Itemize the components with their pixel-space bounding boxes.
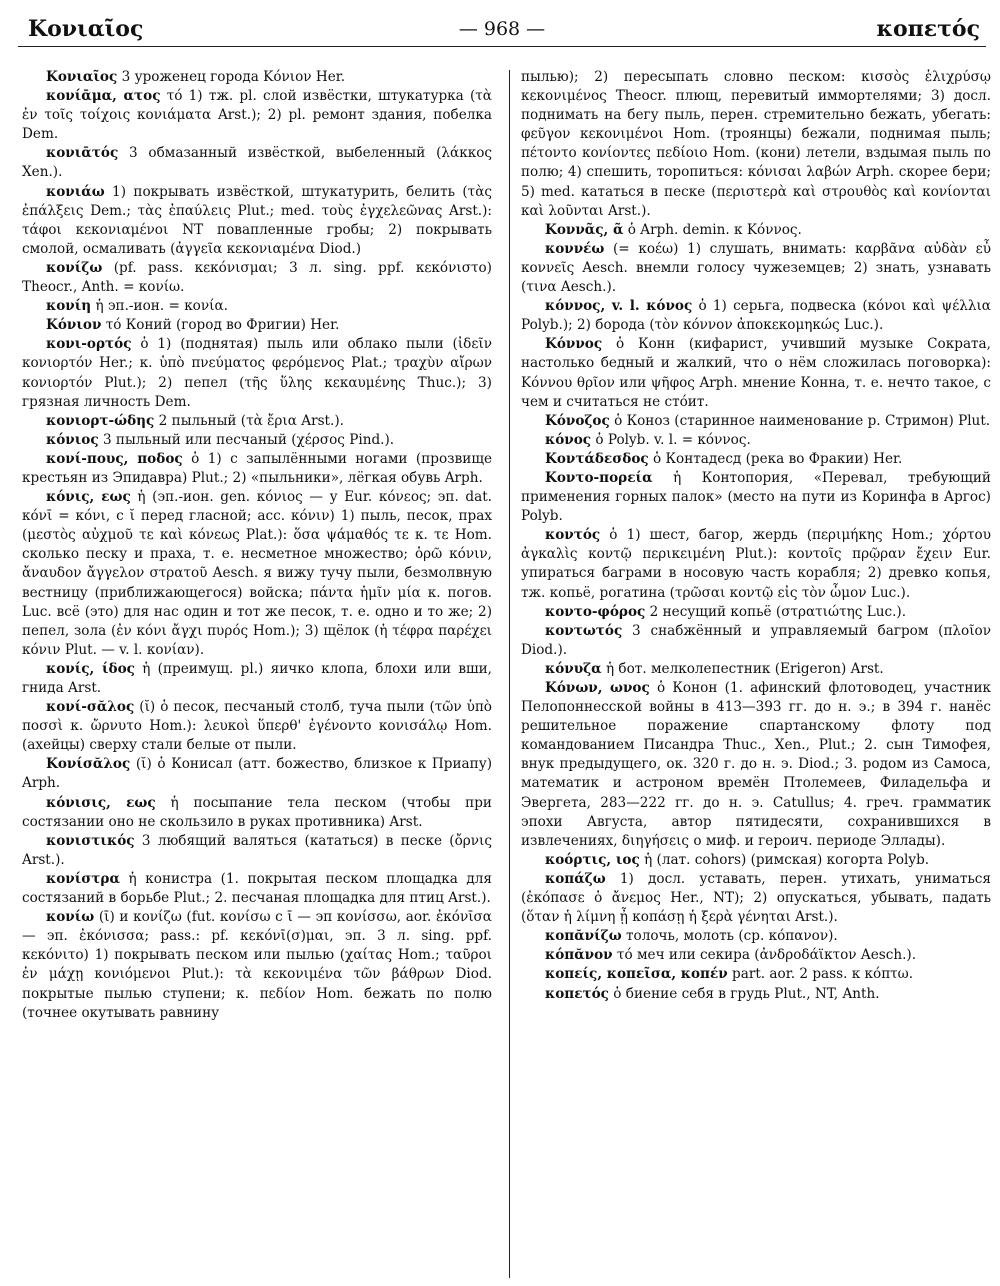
entry-definition: ὁ Конн (кифарист, учивший музыке Сократа, настолько бедный и жалкий, что о нём сложилась поговорка): Κόννου θρῖον или ψῆφος Arph. мнение Конна, т. е. нечто такое, с чем и считаться не стόит. xyxy=(521,336,991,410)
dictionary-entry xyxy=(22,316,492,335)
entry-definition: 1) покрывать извёсткой, штукатурить, белить (τὰς ἐπάλξεις Dem.; τὰς ἐπαύλεις Plut.; med. τοὺς ἐγχελεῶνας Arst.): τάφοι κεκονιαμένοι NT повапленные гробы; 2) покрывать смолой, осмаливать (ἀγγεῖα κεκονιαμένα Diod.) xyxy=(22,183,492,257)
entry-headword: κονίω xyxy=(46,909,95,926)
entry-headword: κόνιος xyxy=(46,431,99,448)
entry-definition: ἡ Контопория, «Перевал, требующий применения горных палок» (место на пути из Коринфа в Аргос) Polyb. xyxy=(521,469,991,525)
entry-definition: ἡ эп.-ион. = κονία. xyxy=(91,298,228,315)
entry-headword: κονιάω xyxy=(46,183,105,200)
entry-definition: (ῐ) ὁ песок, песчаный столб, туча пыли (τῶν ὑπὸ ποσσὶ κ. ὤρνυτο Hom.): λευκοὶ ὕπερθ' ἐγένοντο κονισάλῳ Hom. (ахейцы) сверху стали белые от пыли. xyxy=(22,699,492,754)
entry-definition: ὁ 1) серьга, подвеска (κόνοι καὶ ψέλλια Polyb.); 2) борода (τὸν κόννον ἀποκεκομηκώς Luc.). xyxy=(521,298,991,334)
dictionary-entry xyxy=(521,603,991,622)
dictionary-entry xyxy=(22,870,492,908)
entry-definition: ἡ (преимущ. pl.) яичко клопа, блохи или вши, гнида Arst. xyxy=(22,660,493,696)
dictionary-entry xyxy=(22,259,492,297)
entry-headword: Κονίσᾰλος xyxy=(46,756,131,773)
running-head-left: Κονιαῖος xyxy=(28,16,144,42)
entry-definition: пылью); 2) пересыпать словно песком: κισσὸς ἑλιχρύσῳ κεκονιμένος Theocr. плющ, перевитый иммортелями; 3) досл. поднимать на бегу пыль, перен. стремительно бежать, убегать: φεῦγον κεκονιμένοι Hom. (троянцы) бежали, поднимая пыль; πέτοντο κονίοντες πεδίοιο Hom. (кони) летели, вздымая пыль по полю; 4) спешить, торопиться: κόνισαι λαβών Arph. скорее бери; 5) med. кататься в песке (περιστερὰ καὶ στρουθὸς καὶ κονίονται καὶ λοῦνται Arst.). xyxy=(521,69,991,219)
entry-definition: ἡ конистра (1. покрытая песком площадка для состязаний в борьбе Plut.; 2. песчаная площадка для птиц Arst.). xyxy=(22,870,492,907)
entry-headword: κοπετός xyxy=(545,985,609,1002)
dictionary-entry xyxy=(22,698,492,755)
entry-definition: ὁ 1) (поднятая) пыль или облако пыли (ἰδεῖν κονιορτόν Her.; κ. ὑπὸ πνεύματος φερόμενος Plat.; τραχὺν αἴρων κονιορτόν Plut.); 2) пепел (τῆς ὕλης κεκαυμένης Thuc.); 3) грязная личность Dem. xyxy=(22,336,492,410)
entry-headword: κονιορτ-ώδης xyxy=(46,412,155,429)
entry-headword: κοντο-φόρος xyxy=(545,603,646,620)
page-header xyxy=(18,14,986,47)
dictionary-entry xyxy=(22,68,492,87)
entry-definition: ὁ Arph. demin. к Κόννος. xyxy=(623,221,802,238)
entry-headword: Κοντάδεσδος xyxy=(545,450,649,467)
entry-definition: ὁ Конон (1. афинский флотоводец, участник Пелопоннесской войны в 413—393 гг. до н. э.; в 394 г. нанёс решительное поражение спартанскому флоту под командованием Писандра Thuc., Xen., Plut.; 2. сын Тимофея, внук предыдущего, ок. 320 г. до н. э. Diod.; 3. родом из Самоса, математик и астроном времён Птолемеев, Филадельфа и Эвергета, 283—222 гг. до н. э. Catullus; 4. греч. грамматик эпохи Августа, автор пятидесяти, сохранившихся в извлечениях, διηγήσεις о миф. и героич. периоде Эллады). xyxy=(521,680,991,849)
entry-headword: κονίᾱμα, ατος xyxy=(46,88,161,105)
entry-headword: κόνος xyxy=(545,431,592,448)
entry-headword: κονίστρα xyxy=(46,870,120,887)
entry-definition: ὁ 1) с запылёнными ногами (прозвище крестьян из Эпидавра) Plut.; 2) «пыльники», лёгкая обувь Arph. xyxy=(22,450,492,486)
entry-definition: τό 1) тж. pl. слой извёстки, штукатурка (τὰ ἐν τοῖς τοίχοις κονιάματα Arst.); 2) pl. ремонт здания, побелка Dem. xyxy=(22,88,492,143)
entry-definition: 3 пыльный или песчаный (χέρσος Pind.). xyxy=(98,431,395,448)
entry-headword: κονί-πους, ποδος xyxy=(46,450,183,467)
entry-headword: Κόνων, ωνος xyxy=(545,680,650,696)
entry-definition: 3 снабжённый и управляемый багром (πλοῖον Diod.). xyxy=(521,622,991,658)
entry-headword: κόνις, εως xyxy=(46,489,131,506)
dictionary-entry xyxy=(22,87,492,144)
dictionary-entry xyxy=(521,469,991,526)
dictionary-entry xyxy=(521,240,991,297)
entry-definition: ἡ бот. мелколепестник (Erigeron) Arst. xyxy=(601,660,884,677)
entry-definition: ὁ Контадесд (река во Фракии) Her. xyxy=(648,450,903,467)
entry-definition: ἡ (эп.-ион. gen. κόνιος — у Eur. κόνεος; эп. dat. κόνῑ = κόνι, с ῐ перед гласной; acc. κόνιν) 1) пыль, песок, прах (μεστὸς αὐχμοῦ τε καὶ κόνεως Plat.): ὅσα ψάμαθός τε κ. τε Hom. сколько песку и праха, т. е. несметное множество; ὁρῶ κόνιν, ἄναυδον ἄγγελον στρατοῦ Aesch. я вижу тучу пыли, безмолвную вестницу (приближающегося) войска; πάντα ἡμῖν μία κ. погов. Luc. всё (это) для нас один и тот же песок, т. е. одно и то же; 2) пепел, зола (ἐν κόνι ἄγχι πυρός Hom.); 3) щёлок (ἡ τέφρα παρέχει κόνιν Plut. — v. l. κονίαν). xyxy=(22,489,493,658)
entry-headword: κονίζω xyxy=(46,259,103,276)
entry-headword: κοντός xyxy=(545,527,601,544)
dictionary-entry xyxy=(22,431,492,450)
dictionary-entry xyxy=(521,297,991,335)
entry-headword: κοπάζω xyxy=(545,870,606,887)
dictionary-entry xyxy=(521,68,991,221)
dictionary-entry xyxy=(22,144,492,182)
entry-headword: κονι-ορτός xyxy=(46,336,132,353)
dictionary-entry xyxy=(22,908,492,1023)
entry-definition: τό меч или секира (ἀνδροδάϊκτον Aesch.). xyxy=(612,947,917,964)
entry-definition: 1) досл. уставать, перен. утихать, униматься (ἐκόπασε ὁ ἄνεμος Her., NT); 2) опускаться, убывать, падать (ὅταν ἡ λίμνη ᾖ κοπάσῃ ἡ ξερὰ γένηται Arst.). xyxy=(521,870,991,926)
entry-definition: ὁ Коноз (старинное наименование р. Стримон) Plut. xyxy=(609,412,991,429)
entry-headword: κονί-σᾰλος xyxy=(46,699,135,716)
entry-definition: (ῑ) и κονίζω (fut. κονίσω с ῑ — эп κονίσσω, aor. ἐκόνῑσα — эп. ἐκόνισσα; pass.: pf. κεκόνῑ(σ)μαι, эп. 3 л. sing. ppf. κεκόνιτο) 1) покрывать песком или пылью (χαίτας Hom.; ταῦροι ἐν μάχῃ κονιόμενοι Plut.): τὰ κεκονιμένα τῶν βάθρων Diod. покрытые пылью ступени; κ. πεδίον Hom. бежать по полю (точнее окутывать равнину xyxy=(22,909,492,1021)
entry-definition: ὁ биение себя в грудь Plut., NT, Anth. xyxy=(608,985,880,1002)
dictionary-entry xyxy=(521,526,991,602)
right-column xyxy=(521,68,991,1004)
entry-definition: 2 несущий копьё (στρατιώτης Luc.). xyxy=(645,603,907,620)
entry-headword: κονιᾱτός xyxy=(46,145,119,162)
entry-headword: Κοννᾶς, ᾶ xyxy=(545,221,624,238)
dictionary-entry xyxy=(22,794,492,832)
entry-headword: κόνισις, εως xyxy=(46,794,156,811)
entry-headword: κόπᾰνον xyxy=(545,947,613,964)
entry-headword: κονίη xyxy=(46,298,92,315)
dictionary-entry xyxy=(521,622,991,660)
entry-definition: 2 пыльный (τὰ ἔρια Arst.). xyxy=(154,412,344,429)
dictionary-entry xyxy=(521,870,991,927)
entry-headword: Κοντο-πορεία xyxy=(545,469,653,486)
dictionary-entry xyxy=(521,221,991,240)
entry-headword: κοπᾰνίζω xyxy=(545,928,622,945)
entry-definition: τό Коний (город во Фригии) Her. xyxy=(101,317,340,334)
entry-headword: κοπείς, κοπεῖσα, κοπέν xyxy=(545,966,728,983)
entry-headword: κονιστικός xyxy=(46,832,135,849)
entry-headword: κονίς, ίδος xyxy=(46,660,135,677)
dictionary-entry xyxy=(22,335,492,411)
dictionary-entry xyxy=(22,660,492,698)
dictionary-entry xyxy=(521,965,991,984)
dictionary-entry xyxy=(521,985,991,1004)
dictionary-entry xyxy=(521,412,991,431)
dictionary-entry xyxy=(521,450,991,469)
dictionary-entry xyxy=(22,488,492,660)
entry-definition: (pf. pass. κεκόνισμαι; 3 л. sing. ppf. κεκόνιστο) Theocr., Anth. = κονίω. xyxy=(22,259,492,296)
dictionary-entry xyxy=(22,755,492,793)
dictionary-entry xyxy=(22,450,492,488)
entry-definition: ὁ 1) шест, багор, жердь (περιμήκης Hom.; χόρτου ἀγκαλὶς κοντῷ περικειμένη Plut.): κοντοῖς πρῷραν ἔχειν Eur. упираться баграми в носовую часть корабля; 2) древко копья, тж. копьё, рогатина (τρῶσαι κοντῷ εἰς τὸν ὦμον Luc.). xyxy=(521,527,991,601)
entry-headword: κοννέω xyxy=(545,240,605,257)
entry-definition: ἡ посыпание тела песком (чтобы при состязании оно не скользило в руках противника) Arst. xyxy=(22,794,492,830)
dictionary-entry xyxy=(521,335,991,411)
dictionary-entry xyxy=(521,431,991,450)
entry-definition: ὁ Polyb. v. l. = κόννος. xyxy=(591,431,751,448)
dictionary-entry xyxy=(521,851,991,870)
column-divider xyxy=(509,70,510,1278)
entry-headword: κοόρτις, ιος xyxy=(545,851,640,868)
entry-headword: Κονιαῖος xyxy=(46,69,118,85)
left-column xyxy=(22,68,492,1023)
entry-headword: Κόνιον xyxy=(46,317,102,334)
dictionary-entry xyxy=(521,927,991,946)
entry-headword: Κόνοζος xyxy=(545,412,610,429)
dictionary-entry xyxy=(521,660,991,679)
dictionary-entry xyxy=(22,297,492,316)
entry-definition: 3 уроженец города Κόνιον Her. xyxy=(117,69,346,85)
entry-definition: (= κοέω) 1) слушать, внимать: καρβᾶνα αὐδὰν εὖ κοννεῖς Aesch. внемли голосу чужеземцев; 2) знать, узнавать (τινα Aesch.). xyxy=(521,240,991,296)
dictionary-entry xyxy=(521,946,991,965)
entry-definition: (ῐ) ὁ Конисал (атт. божество, близкое к Приапу) Arph. xyxy=(22,756,492,792)
page-number: — 968 — xyxy=(458,18,546,40)
entry-headword: κοντωτός xyxy=(545,622,623,639)
dictionary-entry xyxy=(22,832,492,870)
entry-headword: κόννος, v. l. κόνος xyxy=(545,298,693,315)
entry-definition: 3 любящий валяться (кататься) в песке (ὄρνις Arst.). xyxy=(22,832,492,868)
entry-headword: κόνυζα xyxy=(545,660,602,677)
dictionary-entry xyxy=(22,183,492,259)
entry-definition: part. aor. 2 pass. к κόπτω. xyxy=(727,966,914,983)
running-head-right: κοπετός xyxy=(876,16,980,42)
dictionary-entry xyxy=(22,412,492,431)
entry-definition: ἡ (лат. cohors) (римская) когорта Polyb. xyxy=(639,851,930,868)
entry-headword: Κόννος xyxy=(545,336,603,353)
entry-definition: 3 обмазанный извёсткой, выбеленный (λάκκος Xen.). xyxy=(22,145,492,181)
entry-definition: толочь, молоть (ср. κόπανον). xyxy=(621,928,838,945)
dictionary-entry xyxy=(521,679,991,851)
